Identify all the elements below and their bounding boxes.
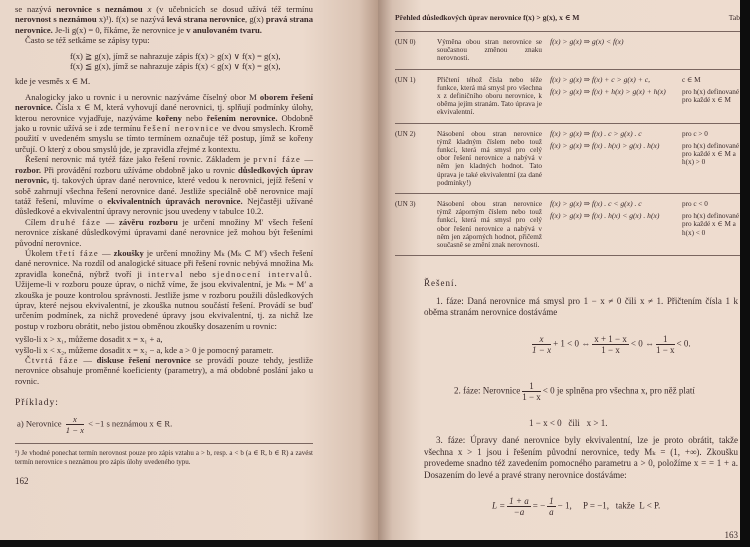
row-conditions (682, 76, 740, 117)
text-run: Při provádění rozboru užíváme obdobně jako u rovnic (41, 164, 238, 175)
eq-part: − 1, P = −1, takže L < P. (557, 500, 661, 511)
row-conditions (682, 130, 740, 187)
text-run: řešením nerovnice. (206, 112, 278, 123)
text-run: vyšlo-li x > x₁, můžeme dosadit x = x₁ + a, (15, 334, 163, 345)
text-run: Čísla x ∈ M, která vyhovují dané nerovnici, tj. splňují podmínky úlohy, kterou nerovnice vyjadřuje, nazýváme (15, 102, 313, 123)
text-run: — (98, 247, 114, 258)
table-rows (395, 32, 740, 256)
text-run: je určení množiny Mₖ (Mₖ ⊂ M′) všech řešení dané nerovnice. Na rozdíl od analogické situace při řešení rovnic nebývá množina Mₖ zpravidla konečná, nýbrž tvoří ji (15, 247, 314, 279)
table-row (395, 70, 740, 124)
row-formulas (542, 200, 682, 249)
frac-den: 1 − x (522, 392, 541, 403)
text-run: — (301, 154, 314, 165)
table-label: Tab (728, 13, 740, 22)
frac-den: −a (513, 507, 525, 518)
condition: pro h(x) definované pro každé x ∈ M (682, 87, 740, 105)
formula: f(x) > g(x) ⇒ f(x) . c > g(x) . c (550, 128, 642, 138)
frac-num: 1 (549, 496, 554, 507)
condition: pro c > 0 (682, 129, 708, 138)
text-run: vyšlo-li x < x₂, můžeme dosadit x = x₂ − a, kde a > 0 je pomocný parametr. (15, 344, 274, 355)
condition: pro h(x) definované pro každé x ∈ M a h(x) > 0 (682, 141, 740, 167)
row-id: (UN 1) (395, 75, 416, 84)
text-run: Analogicky jako u rovnic i u nerovnic nazýváme číselný obor M (25, 91, 260, 102)
page-number-right: 163 (724, 530, 738, 541)
text-run: důsledkových úprav nerovnic, (15, 164, 313, 186)
paragraph (15, 248, 313, 331)
eq-part: + 1 < 0 ⇔ (553, 339, 591, 350)
table-row (395, 32, 740, 70)
text-run: třetí fáze (55, 247, 99, 258)
equation-1 (424, 323, 738, 366)
right-page (378, 0, 740, 540)
text-run: Cílem (25, 216, 51, 227)
formula: f(x) > g(x) ⇒ f(x) + h(x) > g(x) + h(x) (550, 86, 666, 96)
phase1-text: 1. fáze: Daná nerovnice má smysl pro 1 − x ≠ 0 čili x ≠ 1. Přičtením čísla 1 k oběma stranám nerovnice dostáváme (424, 295, 738, 318)
left-page-body (15, 4, 313, 386)
solution (395, 278, 740, 540)
phase3-text: 3. fáze: Úpravy dané nerovnice byly ekvivalentní, lze je proto obrátit, takže všechna x > 1 jsou i řešením původní nerovnice, tedy Mₖ = (1, +∞). Zkoušku provedeme snadno též zavedením pomocného parametru a > 0, položíme x = = 1 + a. Dosazením do levé a pravé strany nerovnice dostáváme: (424, 435, 738, 480)
text-run: řešení nerovnice (143, 123, 220, 134)
eq-part: = − (532, 500, 546, 511)
frac-num: x (66, 414, 84, 425)
formula: f(x) > g(x) ⇒ f(x) + c > g(x) + c, (550, 74, 651, 84)
formula: f(x) > g(x) ⇒ f(x) . h(x) < g(x) . h(x) (550, 211, 660, 221)
frac-den: 1 − x (601, 345, 620, 356)
condition: pro c < 0 (682, 200, 708, 209)
formula: f(x) > g(x) ⇒ g(x) < f(x) (550, 37, 624, 46)
equation-2: 1 − x < 0 čili x > 1. (529, 418, 608, 429)
row-description: Násobení obou stran nerovnice týmž kladným číslem nebo touž funkcí, která má smysl pro celý obor řešení nerovnice a nabývá v něm jen kladných hodnot. Tato úprava je také ekvivalentní (za dané podmínky!) (437, 129, 542, 187)
text-run: ekvivalentních úpravách nerovnice. (107, 195, 243, 206)
eq-part: < 0. (676, 339, 691, 350)
paragraph (15, 61, 313, 71)
text-run: druhé fáze (50, 216, 102, 227)
paragraph (15, 92, 313, 154)
text-run: kde je vesměs x ∈ M. (15, 76, 91, 87)
paragraph (15, 345, 313, 355)
text-run: x)¹). f(x) se nazývá (96, 14, 167, 25)
row-formulas (542, 38, 682, 63)
example-a-prefix: a) Nerovnice (17, 418, 62, 429)
row-id: (UN 2) (395, 129, 416, 138)
text-run: Je-li g(x) = 0, říkáme, že nerovnice je (52, 24, 187, 35)
phase2-prefix: 2. fáze: Nerovnice (454, 386, 521, 397)
text-run: sjednocení intervalů. (212, 268, 313, 279)
text-run: je určení množiny M′ všech řešení nerovnice získané důsledkovými úpravami dané nerovnice jež mohou být řešeními původní nerovnice. (15, 216, 314, 248)
text-run: nerovnost s neznámou (15, 14, 97, 25)
text-run: Řešení nerovnic má tytéž fáze jako řešení rovnic. Základem je (25, 154, 254, 165)
text-run: tj. takových úprav dané nerovnice, které vedou k nerovnici, jejíž řešení v sobě zahrnují všechna řešení nerovnice dané. Jestliže speciálně obě nerovnice mají tatáž řešení, mluvíme o (15, 175, 313, 206)
formula: f(x) > g(x) ⇒ f(x) . h(x) > g(x) . h(x) (550, 140, 660, 150)
examples-heading: Příklady: (15, 398, 59, 409)
table-title: Přehled důsledkových úprav nerovnice f(x) > g(x), x ∈ M (395, 13, 580, 22)
formula: f(x) > g(x) ⇒ f(x) . c < g(x) . c (550, 199, 642, 209)
frac-num: x (532, 334, 551, 345)
text-run: f(x) ≧ g(x), jímž se nahrazuje zápis f(x) > g(x) ∨ f(x) = g(x), (70, 50, 281, 61)
text-run: závěru rozboru (119, 216, 178, 227)
frac-den: 1 − x (655, 345, 675, 356)
text-run: se provádí pouze tehdy, jestliže nerovnice obsahuje proměnné koeficienty (parametry), a má obdobné poslání jako u rovnic. (15, 355, 313, 386)
row-description: Přičtení téhož čísla nebo téže funkce, která má smysl pro všechna x z definičního oboru nerovnice, k oběma jejím stranám. Tato úprava je ekvivalentní. (437, 75, 542, 117)
page-number-left: 162 (15, 476, 29, 487)
text-run: — (101, 216, 119, 227)
row-formulas (542, 130, 682, 187)
example-a (15, 414, 313, 435)
paragraph (15, 76, 313, 86)
text-run: se nazývá (15, 4, 57, 14)
text-run: , g(x) (245, 14, 266, 25)
frac-num: 1 + a (509, 496, 529, 507)
table-row (395, 194, 740, 256)
equation-3 (424, 485, 738, 528)
footnote: ¹) Je vhodné ponechat termín nerovnost pouze pro zápis vztahu a > b, resp. a < b (a ∈ R, b ∈ R) a zavést termín nerovnice s neznámou pro zápis úlohy uvedeného typu. (15, 449, 313, 466)
condition: pro h(x) definované pro každé x ∈ M a h(x) < 0 (682, 212, 740, 237)
text-run: f(x) ≦ g(x), jímž se nahrazuje zápis f(x) < g(x) ∨ f(x) = g(x), (70, 61, 281, 72)
text-run: (v učebnicích se dosud užívá též termínu (156, 4, 313, 14)
text-run: kořeny (156, 112, 182, 123)
text-run: nerovnice s neznámou (56, 4, 143, 14)
table-row (395, 124, 740, 194)
text-run: zkoušky (113, 247, 144, 258)
text-run: rozbor. (15, 164, 42, 175)
row-conditions (682, 38, 740, 63)
frac-num: 1 (656, 334, 675, 345)
text-run: Často se též setkáme se zápisy typu: (25, 35, 150, 46)
table-header (395, 13, 740, 31)
text-run: oborem řešení nerovnice. (15, 91, 313, 113)
text-run: Úkolem (25, 247, 56, 258)
paragraph (15, 51, 313, 61)
text-run: Obdobně jako u rovnic užívá se i zde termínu (15, 112, 313, 134)
row-description: Výměna obou stran nerovnice se současnou změnou znaku nerovnosti. (437, 38, 542, 63)
paragraph (15, 154, 313, 216)
row-description: Násobení obou stran nerovnice týmž záporným číslem nebo touž funkcí, která má smysl pro celý obor řešení nerovnice a nabývá v něm jen záporných hodnot, přičemž současně se změní znak nerovnosti. (437, 200, 542, 250)
text-run: x (142, 4, 157, 14)
text-run: ve dvou smyslech. Kromě použití v uvedeném smyslu se tímto termínem označuje též postup, jímž se kořeny určují. O který z obou smyslů jde, je zpravidla zřejmé z kontextu. (15, 123, 314, 154)
left-column (15, 4, 313, 486)
paragraph (15, 355, 313, 386)
frac-den: 1 − x (532, 345, 552, 356)
paragraph (15, 35, 313, 45)
text-run: levá strana nerovnice (166, 14, 246, 25)
phase2 (424, 370, 738, 413)
row-id: (UN 3) (395, 200, 416, 209)
frac-den: 1 − x (65, 425, 84, 436)
text-run: pravá strana nerovnice. (15, 14, 313, 35)
text-run: diskuse řešení nerovnice (96, 355, 191, 365)
text-run: Čtvrtá fáze (25, 355, 79, 365)
row-id: (UN 0) (395, 38, 416, 46)
text-run: první fáze (253, 154, 302, 165)
text-run: — (78, 355, 97, 365)
paragraph (15, 4, 313, 35)
example-a-suffix: < −1 s neznámou x ∈ R. (88, 418, 173, 429)
frac-num: x + 1 − x (594, 334, 627, 345)
text-run: v anulovaném tvaru. (186, 24, 262, 35)
text-run: nebo (181, 112, 207, 123)
solution-heading: Řešení. (424, 278, 458, 289)
row-formulas (542, 76, 682, 117)
text-run: interval (147, 268, 184, 279)
paragraph (15, 217, 313, 248)
left-page (0, 0, 378, 540)
row-conditions (682, 200, 740, 249)
book-edge (740, 0, 750, 547)
paragraph (15, 334, 313, 344)
text-run: Užijeme-li v rozboru pouze úprav, o nichž víme, že jsou ekvivalentní, je Mₖ = M′ a zkouška je pouze kontrolou správnosti. Jestliže jsme v rozboru použili důsledkových úprav, které nejsou ekvivalentní, je zkouška nutnou součástí řešení. Provádí se buď určením podmínek, za nichž provedené úpravy jsou ekvivalentní, tj. za nichž lze postup v rozboru obrátit, nebo jistou obměnou zkoušky dosazením u rovnic: (15, 279, 313, 331)
frac-num: 1 (522, 381, 541, 392)
text-run: Nejčastěji užívané důsledkové a ekvivalentní úpravy nerovnic jsou uvedeny v tabulce 10.2. (15, 195, 313, 217)
frac-den: a (549, 507, 554, 518)
right-column (395, 13, 740, 540)
text-run: nebo (183, 268, 213, 279)
footnote-divider (15, 443, 313, 444)
eq-part: L = (492, 500, 506, 511)
eq-part: < 0 ⇔ (630, 339, 654, 350)
condition: c ∈ M (682, 75, 701, 84)
phase2-suffix: < 0 je splněna pro všechna x, pro něž platí (542, 386, 695, 397)
